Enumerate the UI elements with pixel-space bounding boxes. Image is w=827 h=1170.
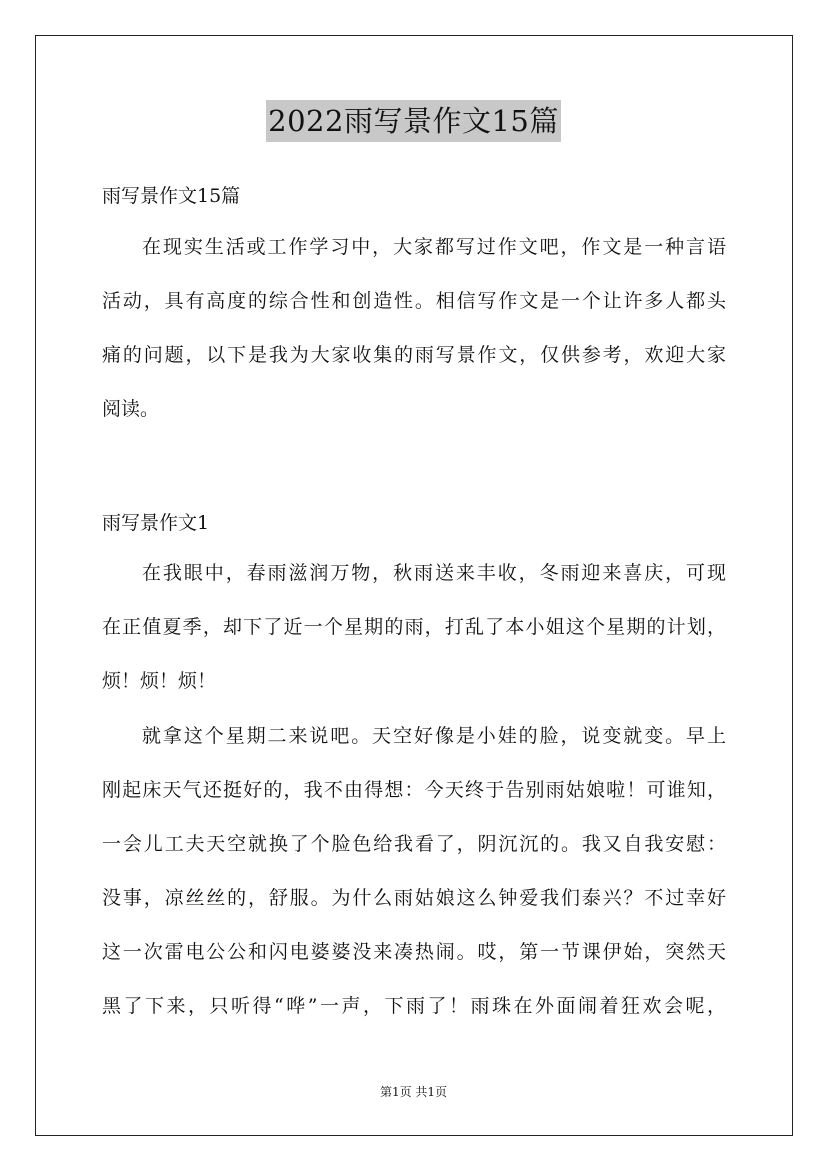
paragraph-line: 阅读。: [102, 398, 160, 420]
intro-paragraph: [102, 220, 726, 436]
paragraph-line: 在正值夏季，却下了近一个星期的雨，打乱了本小姐这个星期的计划，: [102, 616, 726, 638]
page-footer: 第1页 共1页: [379, 1085, 448, 1099]
title-container: [0, 100, 827, 142]
paragraph-line: 黑了下来，只听得“哗”一声，下雨了！雨珠在外面闹着狂欢会呢，: [102, 995, 726, 1017]
document-title: 2022雨写景作文15篇: [266, 100, 561, 142]
section1-paragraph-2: [102, 709, 726, 1033]
paragraph-line: 痛的问题，以下是我为大家收集的雨写景作文，仅供参考，欢迎大家: [102, 344, 726, 366]
paragraph-line: 活动，具有高度的综合性和创造性。相信写作文是一个让许多人都头: [102, 290, 726, 312]
paragraph-line: 一会儿工夫天空就换了个脸色给我看了，阴沉沉的。我又自我安慰：: [102, 833, 726, 855]
paragraph-line: 在现实生活或工作学习中，大家都写过作文吧，作文是一种言语: [142, 236, 726, 258]
paragraph-line: 就拿这个星期二来说吧。天空好像是小娃的脸，说变就变。早上: [142, 725, 726, 747]
paragraph-line: 刚起床天气还挺好的，我不由得想：今天终于告别雨姑娘啦！可谁知，: [102, 779, 726, 801]
paragraph-line: 没事，凉丝丝的，舒服。为什么雨姑娘这么钟爱我们泰兴？不过幸好: [102, 887, 726, 909]
section-heading: 雨写景作文1: [102, 512, 210, 534]
section1-paragraph-1: [102, 546, 726, 708]
paragraph-line: 烦！烦！烦！: [102, 670, 217, 692]
paragraph-line: 这一次雷电公公和闪电婆婆没来凑热闹。哎，第一节课伊始，突然天: [102, 941, 726, 963]
subtitle: 雨写景作文15篇: [102, 185, 241, 207]
paragraph-line: 在我眼中，春雨滋润万物，秋雨送来丰收，冬雨迎来喜庆，可现: [142, 562, 726, 584]
